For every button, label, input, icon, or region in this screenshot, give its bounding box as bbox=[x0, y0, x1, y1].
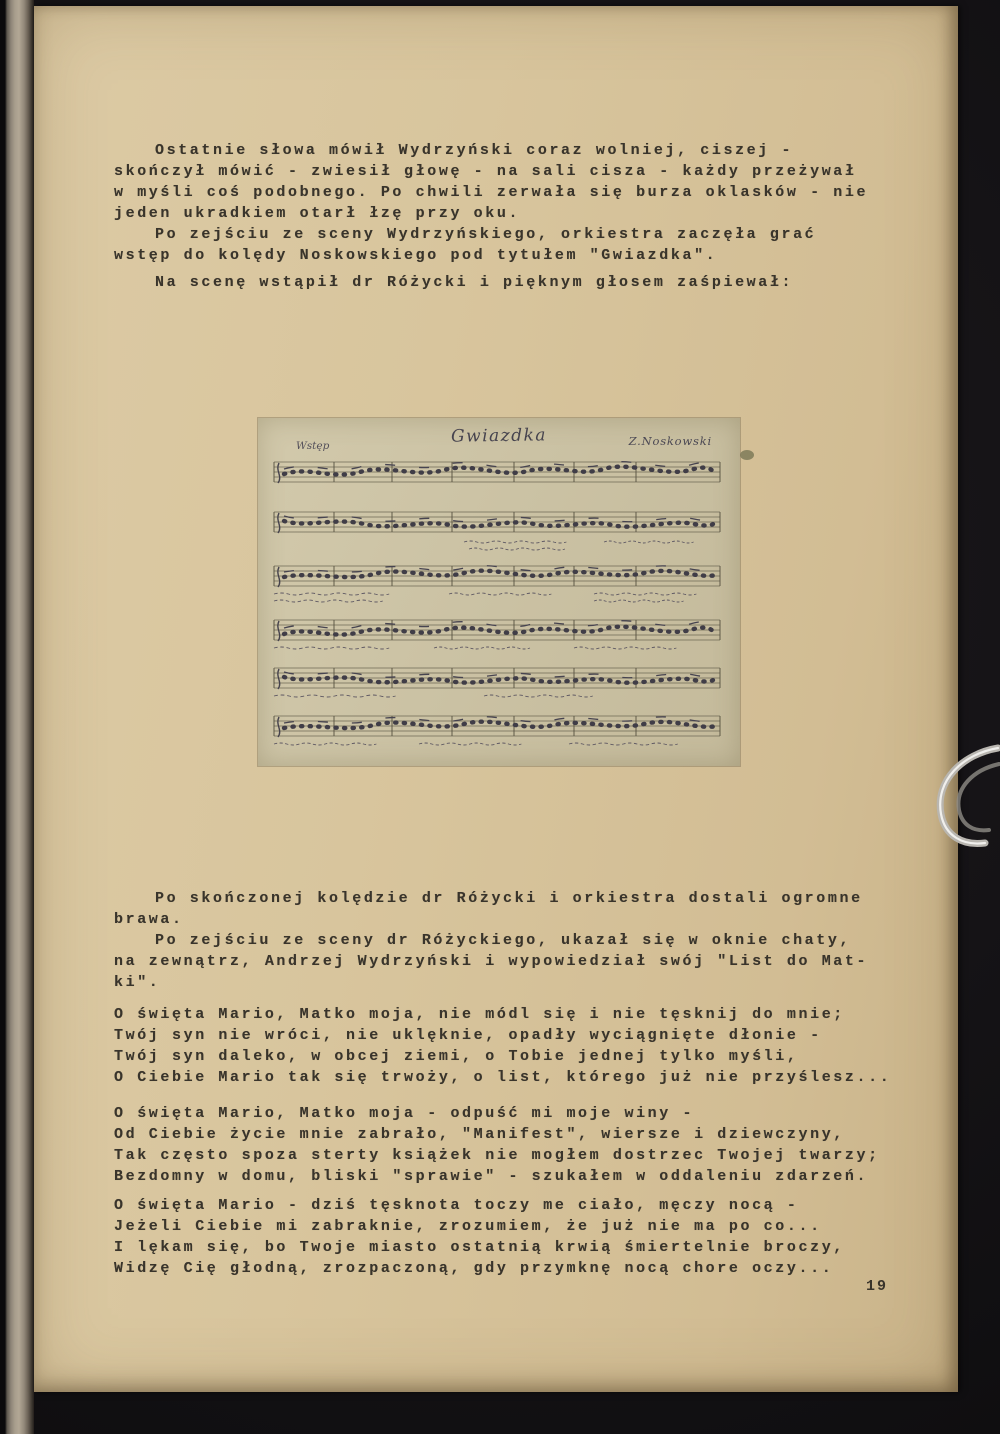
book-binding-edge bbox=[0, 0, 34, 1434]
poem-line: I lękam się, bo Twoje miasto ostatnią krwią śmiertelnie broczy, bbox=[114, 1239, 845, 1256]
poem-stanza-3 bbox=[114, 1195, 934, 1279]
text-line: Po zejściu ze sceny dr Różyckiego, ukazał się w oknie chaty, bbox=[155, 932, 852, 949]
poem-line: Twój syn nie wróci, nie uklęknie, opadły wyciągnięte dłonie - bbox=[114, 1027, 822, 1044]
text-line: wstęp do kolędy Noskowskiego pod tytułem "Gwiazdka". bbox=[114, 247, 718, 264]
poem-line: Widzę Cię głodną, zrozpaczoną, gdy przymknę nocą chore oczy... bbox=[114, 1260, 834, 1277]
poem-line: O Ciebie Mario tak się trwoży, o list, którego już nie przyślesz... bbox=[114, 1069, 892, 1086]
text-line: Na scenę wstąpił dr Różycki i pięknym głosem zaśpiewał: bbox=[155, 274, 794, 291]
poem-line: Od Ciebie życie mnie zabrało, "Manifest", wiersze i dziewczyny, bbox=[114, 1126, 845, 1143]
text-line: jeden ukradkiem otarł łzę przy oku. bbox=[114, 205, 521, 222]
paper-clip-icon bbox=[905, 742, 1000, 854]
scanned-page bbox=[34, 6, 958, 1392]
text-line: skończył mówić - zwiesił głowę - na sali cisza - każdy przeżywał bbox=[114, 163, 857, 180]
poem-line: Twój syn daleko, w obcej ziemi, o Tobie jednej tylko myśli, bbox=[114, 1048, 799, 1065]
poem-line: O święta Mario - dziś tęsknota toczy me ciało, męczy nocą - bbox=[114, 1197, 799, 1214]
poem-stanza-1 bbox=[114, 1004, 934, 1088]
text-line: Ostatnie słowa mówił Wydrzyński coraz wolniej, ciszej - bbox=[155, 142, 794, 159]
poem-line: O święta Mario, Matko moja - odpuść mi moje winy - bbox=[114, 1105, 695, 1122]
poem-line: Tak często spoza sterty książek nie mogłem dostrzec Twojej twarzy; bbox=[114, 1147, 880, 1164]
page-smudge bbox=[740, 450, 754, 460]
page-number: 19 bbox=[866, 1278, 889, 1295]
text-line: w myśli coś podobnego. Po chwili zerwała się burza oklasków - nie bbox=[114, 184, 869, 201]
sheet-music-title: Gwiazdka bbox=[450, 425, 548, 447]
sheet-music-caption-wstep: Wstęp bbox=[296, 440, 330, 452]
intro-paragraphs bbox=[114, 140, 934, 293]
sheet-music-notation-icon bbox=[258, 448, 740, 766]
poem-line: Bezdomny w domu, bliski "sprawie" - szukałem w oddaleniu zdarzeń. bbox=[114, 1168, 869, 1185]
poem-line: O święta Mario, Matko moja, nie módl się i nie tęsknij do mnie; bbox=[114, 1006, 845, 1023]
text-line: ki". bbox=[114, 974, 161, 991]
poem-line: Jeżeli Ciebie mi zabraknie, zrozumiem, że już nie ma po co... bbox=[114, 1218, 822, 1235]
text-line: brawa. bbox=[114, 911, 184, 928]
sheet-music-composer: Z.Noskowski bbox=[628, 434, 712, 448]
after-photo-paragraphs bbox=[114, 888, 934, 993]
text-line: Po skończonej kolędzie dr Różycki i orkiestra dostali ogromne bbox=[155, 890, 863, 907]
poem-stanza-2 bbox=[114, 1103, 934, 1187]
text-line: na zewnątrz, Andrzej Wydrzyński i wypowiedział swój "List do Mat- bbox=[114, 953, 869, 970]
text-line: Po zejściu ze sceny Wydrzyńskiego, orkiestra zaczęła grać bbox=[155, 226, 817, 243]
sheet-music-photo bbox=[258, 418, 740, 766]
